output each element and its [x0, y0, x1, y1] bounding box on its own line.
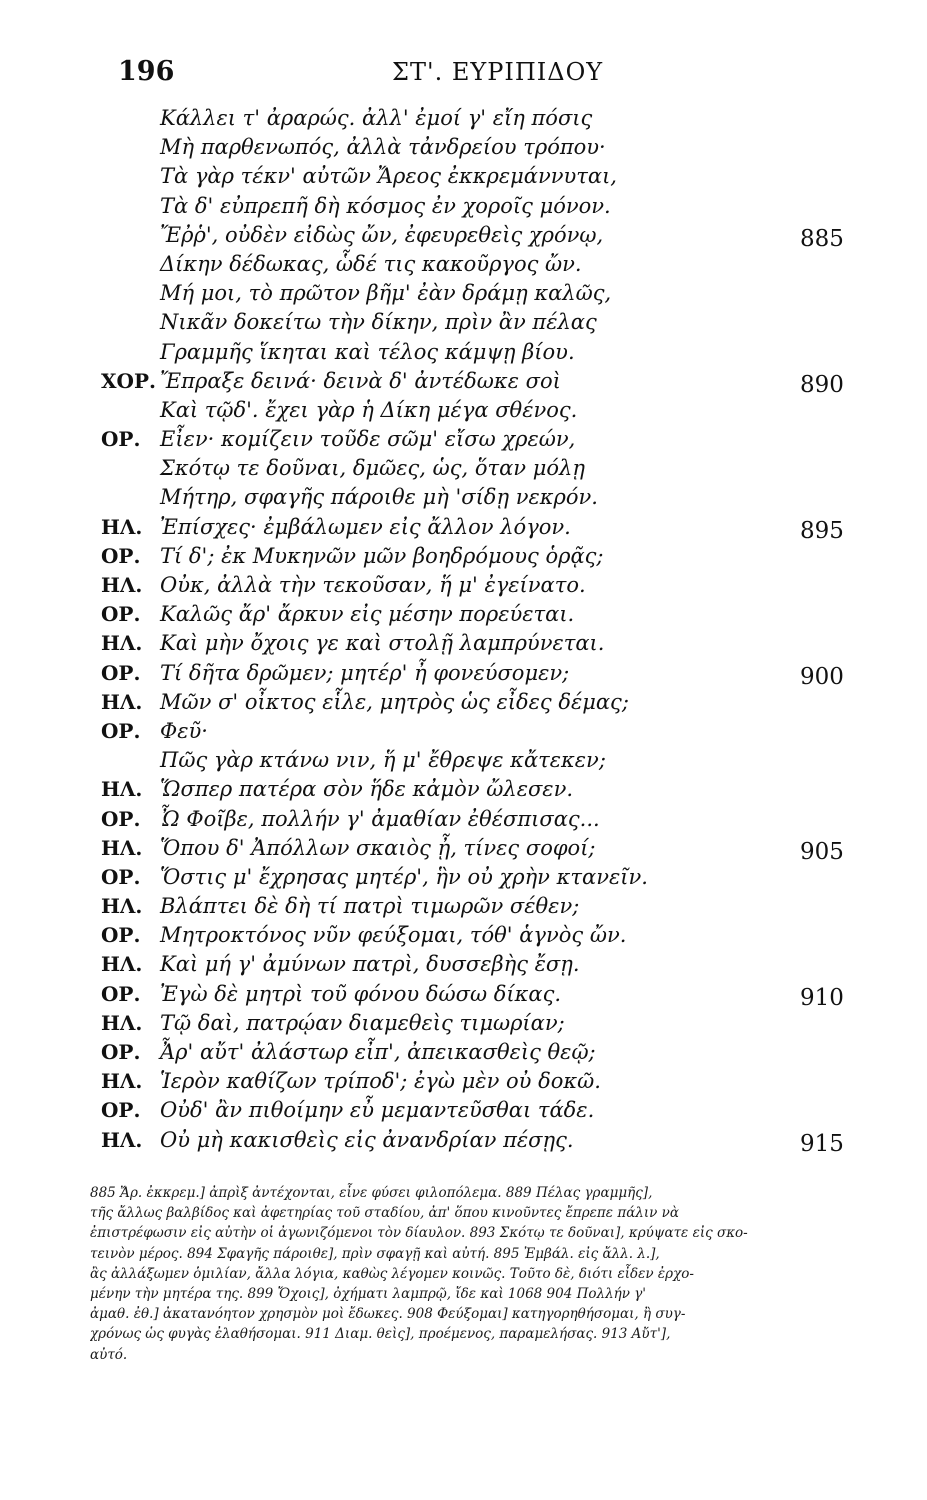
- verse-text-line: Μή μοι, τὸ πρῶτον βῆμ' ἐὰν δράμῃ καλῶς,: [160, 281, 612, 306]
- verse-text-line: Ὦ Φοῖβε, πολλήν γ' ἀμαθίαν ἐθέσπισας...: [160, 806, 600, 831]
- speaker-label: ΟΡ.: [101, 806, 141, 831]
- footnote-line: ἐπιστρέφωσιν εἰς αὐτὴν οἱ ἀγωνιζόμενοι τὸν δίαυλον. 893 Σκότῳ τε δοῦναι], κρύψατε εἰς σκο-: [90, 1225, 748, 1242]
- verse-line: [0, 775, 927, 804]
- line-number: 910: [800, 984, 844, 1011]
- verse-text-line: Οὐ μὴ κακισθεὶς εἰς ἀνανδρίαν πέσῃς.: [160, 1127, 574, 1152]
- footnote-line: αὐτό.: [90, 1346, 128, 1363]
- verse-text-line: Βλάπτει δὲ δὴ τί πατρὶ τιμωρῶν σέθεν;: [160, 894, 580, 919]
- verse-text-line: Φεῦ·: [160, 718, 208, 743]
- verse-line: [0, 162, 927, 191]
- verse-text-line: Ἱερὸν καθίζων τρίποδ'; ἐγὼ μὲν οὐ δοκῶ.: [160, 1069, 601, 1094]
- verse-line: [0, 863, 927, 892]
- verse-line: [0, 250, 927, 279]
- footnote-line: ἂς ἀλλάξωμεν ὁμιλίαν, ἄλλα λόγια, καθὼς λέγομεν κοινῶς. Τοῦτο δὲ, διότι εἶδεν ἐρχο-: [90, 1265, 694, 1282]
- speaker-label: ΗΛ.: [101, 952, 143, 977]
- page-header: [0, 56, 927, 92]
- speaker-label: ΧΟΡ.: [101, 368, 156, 393]
- verse-line: [0, 659, 927, 688]
- verse-line: [0, 133, 927, 162]
- speaker-label: ΗΛ.: [101, 689, 143, 714]
- verse-text-line: Ἔῤῥ', οὐδὲν εἰδὼς ὤν, ἐφευρεθεὶς χρόνῳ,: [160, 222, 604, 247]
- speaker-label: ΟΡ.: [101, 923, 141, 948]
- verse-text-line: Ὥσπερ πατέρα σὸν ἥδε κἀμὸν ὤλεσεν.: [160, 777, 574, 802]
- verse-text-line: Τὰ γὰρ τέκν' αὐτῶν Ἄρεος ἐκκρεμάννυται,: [160, 164, 617, 189]
- page-number: 196: [118, 56, 175, 87]
- verse-line: [0, 425, 927, 454]
- verse-text-line: Τί δ'; ἐκ Μυκηνῶν μῶν βοηδρόμους ὁρᾷς;: [160, 543, 604, 568]
- verse-text-line: Μὴ παρθενωπός, ἀλλὰ τἀνδρείου τρόπου·: [160, 135, 606, 160]
- verse-line: [0, 396, 927, 425]
- verse-line: [0, 1009, 927, 1038]
- verse-text-line: Ἐπίσχες· ἐμβάλωμεν εἰς ἄλλον λόγον.: [160, 514, 571, 539]
- verse-line: [0, 308, 927, 337]
- verse-line: [0, 571, 927, 600]
- verse-text-line: Σκότῳ τε δοῦναι, δμῶες, ὡς, ὅταν μόλῃ: [160, 456, 585, 481]
- verse-line: [0, 338, 927, 367]
- verse-text-line: Οὐδ' ἂν πιθοίμην εὖ μεμαντεῦσθαι τάδε.: [160, 1098, 595, 1123]
- verse-line: [0, 717, 927, 746]
- verse-line: [0, 483, 927, 512]
- verse-text-line: Μῶν σ' οἶκτος εἷλε, μητρὸς ὡς εἶδες δέμας;: [160, 689, 629, 714]
- verse-text-line: Γραμμῆς ἵκηται καὶ τέλος κάμψῃ βίου.: [160, 339, 575, 364]
- speaker-label: ΟΡ.: [101, 981, 141, 1006]
- footnotes: [90, 1183, 840, 1365]
- line-number: 915: [800, 1130, 844, 1157]
- footnote-line: τεινὸν μέρος. 894 Σφαγῆς πάροιθε], πρὶν σφαγῇ καὶ αὐτή. 895 Ἐμβάλ. εἰς ἄλλ. λ.],: [90, 1245, 660, 1262]
- verse-line: [0, 192, 927, 221]
- verse-text-line: Τὰ δ' εὐπρεπῆ δὴ κόσμος ἐν χοροῖς μόνον.: [160, 193, 611, 218]
- verse-line: [0, 104, 927, 133]
- verse-line: [0, 921, 927, 950]
- verse-text-line: Δίκην δέδωκας, ὧδέ τις κακοῦργος ὤν.: [160, 251, 582, 276]
- verse-line: [0, 221, 927, 250]
- speaker-label: ΟΡ.: [101, 1040, 141, 1064]
- verse-line: [0, 629, 927, 658]
- verse-line: [0, 542, 927, 571]
- verse-text-line: Ἔπραξε δεινά· δεινὰ δ' ἀντέδωκε σοὶ: [160, 368, 561, 393]
- verse-text-line: Πῶς γὰρ κτάνω νιν, ἥ μ' ἔθρεψε κἄτεκεν;: [160, 748, 606, 773]
- speaker-label: ΟΡ.: [101, 718, 141, 743]
- footnote-line: 885 Ἄρ. ἐκκρεμ.] ἀπρὶξ ἀντέχονται, εἶνε φύσει φιλοπόλεμα. 889 Πέλας γραμμῆς],: [90, 1185, 653, 1201]
- speaker-label: ΗΛ.: [101, 1127, 143, 1152]
- speaker-label: ΗΛ.: [101, 1069, 143, 1094]
- footnote-line: χρόνως ὡς φυγὰς ἐλαθήσομαι. 911 Διαμ. θεὶς], προέμενος, παραμελήσας. 913 Αὔτ'],: [90, 1326, 671, 1343]
- verse-text-line: Κάλλει τ' ἀραρώς. ἀλλ' ἐμοί γ' εἴη πόσις: [160, 106, 593, 130]
- verse-line: [0, 805, 927, 834]
- speaker-label: ΟΡ.: [101, 1098, 141, 1123]
- verse-line: [0, 367, 927, 396]
- verse-line: [0, 950, 927, 979]
- verse-line: [0, 279, 927, 308]
- speaker-label: ΗΛ.: [101, 631, 143, 656]
- line-number: 885: [800, 225, 844, 252]
- speaker-label: ΟΡ.: [101, 543, 141, 568]
- verse-line: [0, 1067, 927, 1096]
- verse-line: [0, 688, 927, 717]
- speaker-label: ΟΡ.: [101, 660, 141, 685]
- verse-text-line: Μήτηρ, σφαγῆς πάροιθε μὴ 'σίδῃ νεκρόν.: [160, 485, 598, 510]
- verse-text-line: Καὶ τῷδ'. ἔχει γὰρ ἡ Δίκη μέγα σθένος.: [160, 397, 578, 422]
- verse-text: [0, 104, 927, 1155]
- verse-text-line: Νικᾶν δοκείτω τὴν δίκην, πρὶν ἂν πέλας: [160, 310, 597, 335]
- verse-text-line: Εἶεν· κομίζειν τοῦδε σῶμ' εἴσω χρεών,: [160, 427, 576, 452]
- speaker-label: ΟΡ.: [101, 427, 141, 452]
- verse-line: [0, 980, 927, 1009]
- verse-text-line: Μητροκτόνος νῦν φεύξομαι, τόθ' ἁγνὸς ὤν.: [160, 923, 627, 948]
- speaker-label: ΗΛ.: [101, 835, 143, 860]
- footnote-line: τῆς ἄλλως βαλβίδος καὶ ἀφετηρίας τοῦ σταδίου, ἀπ' ὅπου κινοῦντες ἔπρεπε πάλιν νὰ: [90, 1205, 679, 1222]
- verse-text-line: Καὶ μὴν ὄχοις γε καὶ στολῇ λαμπρύνεται.: [160, 631, 605, 656]
- line-number: 895: [800, 517, 844, 544]
- footnote-line: ἀμαθ. ἐθ.] ἀκατανόητον χρησμὸν μοὶ ἔδωκες. 908 Φεύξομαι] κατηγορηθήσομαι, ἢ συγ-: [90, 1306, 686, 1323]
- speaker-label: ΗΛ.: [101, 777, 143, 802]
- verse-text-line: Καλῶς ἄρ' ἄρκυν εἰς μέσην πορεύεται.: [160, 602, 575, 627]
- verse-text-line: Ἐγὼ δὲ μητρὶ τοῦ φόνου δώσω δίκας.: [160, 981, 562, 1006]
- verse-line: [0, 454, 927, 483]
- line-number: 900: [800, 663, 844, 690]
- verse-text-line: Ὅστις μ' ἔχρησας μητέρ', ἣν οὐ χρὴν κτανεῖν.: [160, 864, 648, 889]
- verse-line: [0, 1126, 927, 1155]
- verse-text-line: Τί δῆτα δρῶμεν; μητέρ' ἦ φονεύσομεν;: [160, 660, 570, 685]
- verse-line: [0, 746, 927, 775]
- line-number: 905: [800, 838, 844, 865]
- speaker-label: ΗΛ.: [101, 1010, 143, 1035]
- verse-text-line: Ἆρ' αὔτ' ἀλάστωρ εἶπ', ἀπεικασθεὶς θεῷ;: [160, 1040, 596, 1064]
- verse-text-line: Τῷ δαὶ, πατρῴαν διαμεθεὶς τιμωρίαν;: [160, 1010, 565, 1035]
- verse-line: [0, 600, 927, 629]
- verse-line: [0, 513, 927, 542]
- verse-line: [0, 1038, 927, 1067]
- verse-text-line: Οὐκ, ἀλλὰ τὴν τεκοῦσαν, ἥ μ' ἐγείνατο.: [160, 573, 586, 597]
- speaker-label: ΟΡ.: [101, 864, 141, 889]
- running-title: ΣΤ'. ΕΥΡΙΠΙΔΟΥ: [392, 58, 604, 86]
- verse-line: [0, 834, 927, 863]
- verse-text-line: Καὶ μή γ' ἀμύνων πατρὶ, δυσσεβὴς ἔσῃ.: [160, 952, 580, 977]
- footnote-line: μένην τὴν μητέρα της. 899 Ὄχοις], ὀχήματι λαμπρῷ, ἴδε καὶ 1068 904 Πολλήν γ': [90, 1286, 646, 1303]
- speaker-label: ΗΛ.: [101, 514, 143, 539]
- speaker-label: ΗΛ.: [101, 573, 143, 597]
- speaker-label: ΟΡ.: [101, 602, 141, 627]
- verse-line: [0, 1096, 927, 1125]
- verse-line: [0, 892, 927, 921]
- speaker-label: ΗΛ.: [101, 894, 143, 919]
- verse-text-line: Ὅπου δ' Ἀπόλλων σκαιὸς ᾖ, τίνες σοφοί;: [160, 835, 596, 860]
- line-number: 890: [800, 371, 844, 398]
